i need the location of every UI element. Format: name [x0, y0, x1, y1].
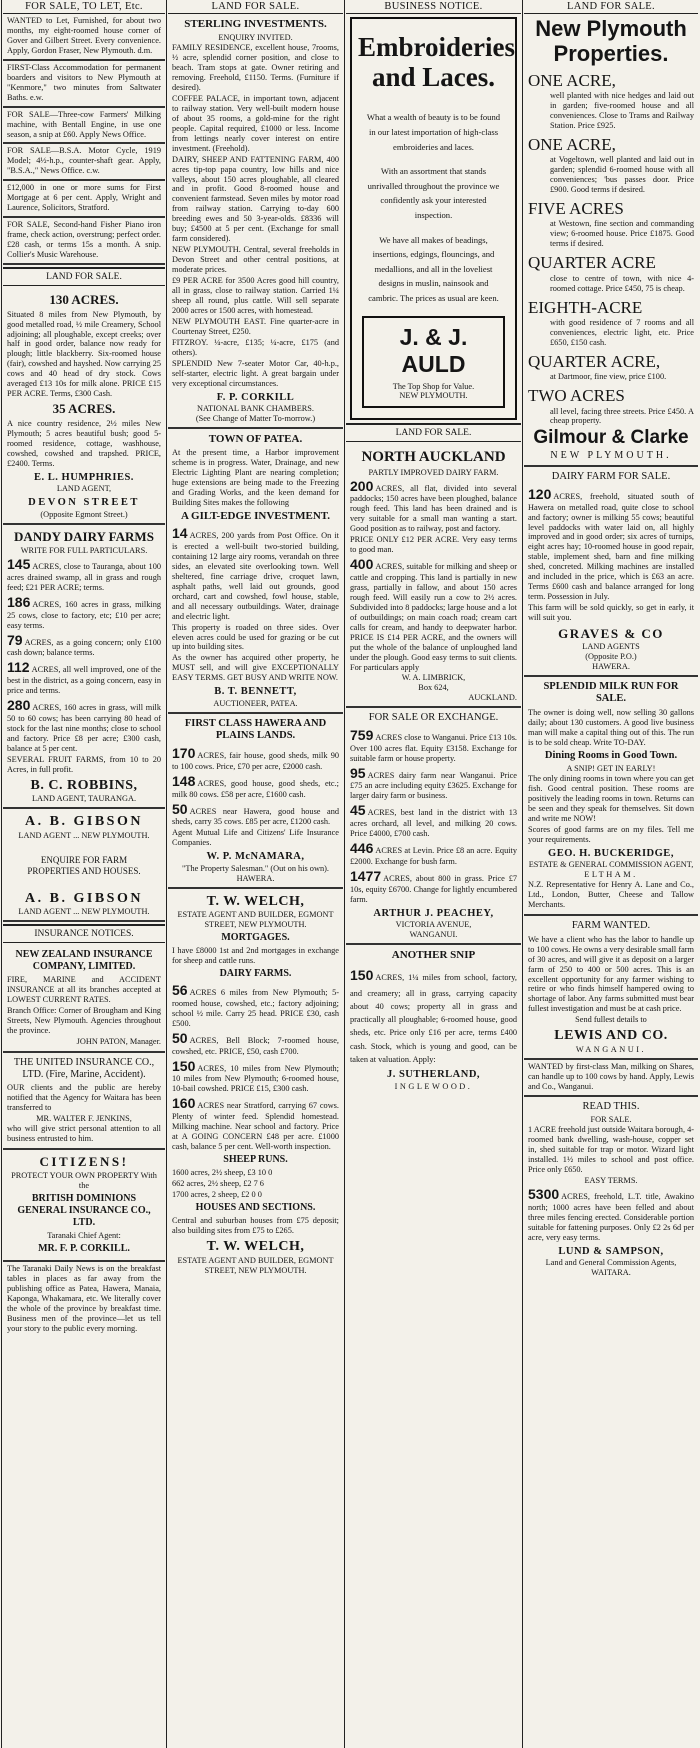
agent-name: A. B. GIBSON	[25, 814, 143, 830]
agent-name: GEO. H. BUCKERIDGE,	[548, 847, 674, 859]
agent-role: Land and General Commission Agents,	[545, 1258, 677, 1268]
agent-street: DEVON STREET	[28, 497, 140, 509]
listing-text: ACRES, fair house, good sheds, milk 90 to 100 cows. Price, £70 per acre, £2000 cash.	[172, 751, 339, 771]
sheep-row: 1700 acres, 2 sheep, £2 0 0	[172, 1189, 262, 1199]
agent-name: LUND & SAMPSON,	[558, 1245, 664, 1257]
property-text: close to centre of town, with nice 4-roomed cottage. Price £450, 75 is cheap.	[550, 273, 694, 293]
agent-role: LAND AGENTS	[582, 641, 640, 651]
column-rule	[344, 0, 345, 1748]
section-head: LAND FOR SALE.	[3, 267, 165, 286]
agent-name: MR. F. P. CORKILL.	[38, 1243, 130, 1255]
listing-text: ACRES, 10 miles from New Plymouth; 10 miles from New Plymouth; 6-roomed house, 10-bail cowshed. PRICE £15, £300 cash.	[172, 1063, 339, 1094]
listing-text: ACRES, as a going concern; only £100 cash down; balance terms.	[7, 637, 161, 658]
ad-body: We have a client who has the labor to handle up to 100 cows. He owns a very desirable small farm of 30 acres, and will give it as deposit on a larger farm of 250 to 400 or 500 acres. This is an excellent opportunity for any farmer wishing to retire or who finds himself hampered owing to shortage of labor. Any farms submitted must bear fullest investigation and must be at cash price.	[528, 934, 694, 1014]
listing-text: NEW PLYMOUTH EAST. Fine quarter-acre in Courtenay Street, £250.	[172, 316, 339, 336]
ad-heading: New Plymouth Properties.	[535, 16, 687, 67]
ad-body: 1 ACRE freehold just outside Waitara borough, 4-roomed bank dwelling, wash-house, copper set in, shed suitable for trap or motor. Wizard light installed. 1½ miles to school and post office. Price only £650.	[528, 1125, 695, 1175]
listing-text: DAIRY, SHEEP AND FATTENING FARM, 400 acres tip-top papa country, low hills and nice valleys, about 150 acres ploughable, all cleared and in profit. Good 8-roomed house and convenient farmstead. Seven miles by motor road from railway station. Carrying to-day 600 breeding ewes and 50 3-year-olds. £8336 will buy; £4500 at 5 per cent. (Exchange for small farm considered).	[172, 154, 339, 244]
ad-heading: 130 ACRES.	[49, 292, 119, 308]
acreage: 150	[350, 967, 374, 984]
ad-subheading: EASY TERMS.	[584, 1176, 638, 1186]
listing-text: ACRES, 1¼ miles from school, factory, and creamery; all in grass, carrying capacity about 40 cows; property all in grass and practically all ploughable; 6-roomed house, good sheds, etc. Price only £16 per acre, terms £400 cash. Stock, which is young and good, can be taken at valuation. Apply:	[350, 973, 517, 1064]
agent-role: ESTATE & GENERAL COMMISSION AGENT,	[528, 860, 694, 870]
listing-text: ACRES, about 800 in grass. Price £7 10s, equity £6700. Change for lightly encumbered farm.	[350, 873, 517, 904]
ad-body: who will give strict personal attention to all business entrusted to him.	[7, 1123, 161, 1143]
agent-town: ELTHAM.	[584, 870, 638, 880]
ad-another-snip	[346, 945, 521, 1095]
ad-body: As the owner has acquired other property, he MUST sell, and will give EXCEPTIONALLY EASY TERMS. GET BUSY AND WRITE NOW.	[172, 653, 339, 683]
property-text: with good residence of 7 rooms and all conveniences, electric light, etc. Price £650, £150 cash.	[550, 317, 694, 347]
classified-ad: WANTED to Let, Furnished, for about two months, my eight-roomed house corner of Gover and Gilbert Street. Every convenience. Apply, Gordon Fraser, New Plymouth. d.m.	[3, 14, 165, 61]
listing-text: ACRES close to Wanganui. Price £13 10s. Over 100 acres flat. Equity £3158. Exchange for suitable farm or house property.	[350, 732, 517, 763]
agent-role: LAND AGENT ... NEW PLYMOUTH.	[18, 831, 150, 841]
ad-body: Send fullest details to	[575, 1015, 647, 1025]
classified-ad: £12,000 in one or more sums for First Mortgage at 6 per cent. Apply, Wright and Laurence, Solicitors, Stratford.	[3, 181, 165, 218]
agent-name: E. L. HUMPHRIES.	[34, 471, 134, 483]
agent-address: ESTATE AGENT AND BUILDER, EGMONT STREET, NEW PLYMOUTH.	[177, 910, 334, 930]
agent-note: (See Change of Matter To-morrow.)	[195, 414, 316, 424]
ad-body: OUR clients and the public are hereby notified that the Agency for Waitara has been transferred to	[7, 1083, 161, 1112]
acreage: 95	[350, 764, 366, 781]
column-rule	[522, 0, 523, 1748]
shop-name: J. & J. AULD	[399, 323, 468, 377]
listing-text: SEVERAL FRUIT FARMS, from 10 to 20 Acres, in full profit.	[7, 754, 161, 774]
agent-address: VICTORIA AVENUE,	[395, 920, 472, 930]
property-heading: ONE ACRE,	[528, 134, 616, 154]
agent-role: LAND AGENT, TAURANGA.	[31, 794, 137, 804]
listing-text: ACRES, close to Tauranga, about 100 acres drained swamp, all in grass and rough feed; £21 PER ACRE; terms.	[7, 562, 161, 592]
ad-body: Agent Mutual Life and Citizens' Life Insurance Companies.	[172, 828, 339, 848]
classified-ad: FOR SALE—B.S.A. Motor Cycle, 1919 Model; 4½-h.p., counter-shaft gear. Apply, "B.S.A.," News Office. c.w.	[3, 144, 165, 181]
agent-role: LAND AGENT,	[56, 484, 112, 494]
ad-heading: DANDY DAIRY FARMS	[14, 528, 154, 544]
ad-body: FIRE, MARINE and ACCIDENT INSURANCE at all its branches accepted at LOWEST CURRENT RATES.	[7, 975, 161, 1005]
company-name: BRITISH DOMINIONS GENERAL INSURANCE CO., LTD.	[17, 1193, 151, 1229]
property-text: well planted with nice hedges and laid out in garden; five-roomed house and all conveniences. Close to Trams and Railway Station. Price £925.	[550, 90, 694, 130]
section-head: LAND FOR SALE.	[346, 423, 521, 442]
ad-heading: HOUSES AND SECTIONS.	[195, 1201, 316, 1213]
listing-text: ACRES, 200 yards from Post Office. On it is erected a well-built two-storied building, containing 12 large airy rooms, verandah on three sides, an elevated site overlooking town. Well sheltered, fine carriage drive, croquet lawn, asphalt paths, well laid out grounds, good orchard, cart and cowshed, fowl house, stable, and all necessary outbuildings. Water, drainage and electric light.	[172, 531, 339, 621]
acreage: 200	[350, 477, 374, 494]
ad-body: This farm will be sold quickly, so get in early, it will suit you.	[528, 603, 694, 623]
agent-name: GRAVES & CO	[558, 626, 664, 642]
shop-town: NEW PLYMOUTH.	[399, 390, 468, 400]
agent-address: ESTATE AGENT AND BUILDER, EGMONT STREET, NEW PLYMOUTH.	[177, 1255, 334, 1275]
ad-united-insurance	[3, 1053, 165, 1150]
sheep-row: 662 acres, 2½ sheep, £2 7 6	[172, 1178, 264, 1188]
ad-subheading: ENQUIRY INVITED.	[218, 33, 293, 43]
ad-heading: SHEEP RUNS.	[223, 1154, 288, 1165]
acreage: 280	[7, 697, 31, 714]
agent-name: MR. WALTER F. JENKINS,	[36, 1113, 132, 1123]
ad-body: The only dining rooms in town where you can get fish. Good central position. These rooms are positively the leading rooms in town. Returns can be seen and they speak for themselves. Sit down and write me NOW!	[528, 774, 694, 823]
ad-heading: FOR SALE OR EXCHANGE.	[368, 712, 499, 724]
column-1	[3, 0, 165, 1748]
listing-text: ACRES, freehold, situated south of Hawera on metalled road, quite close to school and factory; owner is milking 55 cows; beautiful level paddocks with water laid on, all highly improved and in good order; six acres of turnips, eight acres hay; 10-roomed house in good repair, stable, implement shed, barn and fine milking shed, concreted. Milking machines are installed and included in the price, which is £63 an acre. Terms £600 cash and balance arranged for long term. Possession in July.	[528, 491, 694, 602]
acreage: 112	[7, 659, 30, 676]
ad-british-dominions	[3, 1150, 165, 1262]
listing-text: ACRES, 160 acres in grass, milking 25 cows, close to factory, etc; £10 per acre; easy terms.	[7, 599, 161, 630]
classified-ad: FIRST-Class Accommodation for permanent boarders and visitors to New Plymouth at "Kenmore," two minutes from Saltwater Baths. e.w.	[3, 61, 165, 108]
ad-body: We have all makes of beadings, insertions, edgings, flouncings, and medallions, and all in the loveliest designs in muslin, nainsook and cambric. The prices as usual are keen.	[368, 234, 499, 304]
ad-dairy-farm	[524, 467, 698, 676]
acreage: 170	[172, 745, 196, 762]
agent-town: NEW PLYMOUTH.	[550, 450, 672, 462]
ad-heading: Dining Rooms in Good Town.	[544, 749, 678, 761]
agent-name: A. B. GIBSON	[25, 890, 143, 906]
ad-signature: JOHN PATON, Manager.	[76, 1037, 161, 1047]
acreage: 759	[350, 726, 374, 743]
ad-body: N.Z. Representative for Henry A. Lane and Co., Ltd., London, Butter, Cheese and Tallow Merchants.	[528, 880, 694, 910]
property-heading: FIVE ACRES	[528, 199, 624, 218]
acreage: 5300	[528, 1186, 560, 1203]
agent-name: F. P. CORKILL	[216, 391, 295, 403]
property-text: at Westown, fine section and commanding view; 6-roomed house. Price £1875. Good terms if desired.	[550, 219, 694, 249]
ad-heading: FIRST CLASS HAWERA AND PLAINS LANDS.	[184, 717, 327, 742]
listing-text: ACRES near Stratford, carrying 67 cows. Plenty of winter feed. Splendid homestead. Milking machine. Near school and factory. Price at A GOING CONCERN £48 per acre. £1000 cash, balance 5 per cent. Well-worth inspection.	[172, 1101, 339, 1152]
agent-name: Gilmour & Clarke	[533, 427, 689, 449]
agent-town: HAWERA.	[236, 873, 275, 883]
listing-text: £9 PER ACRE for 3500 Acres good hill country, all in grass, close to railway station. Carried 1¼ sheep all round, plus cattle. Will sell separate 2000 acres or 1500 acres, with homestead.	[172, 276, 339, 315]
ad-dandy-dairy	[3, 525, 165, 810]
acreage: 160	[172, 1095, 196, 1112]
ad-body: A nice country residence, 2½ miles New Plymouth; 5 acres beautiful bush; good 5-roomed residence, cottage, washhouse, cowshed, cowshed and trapshed. PRICE, £2400. Terms.	[7, 418, 161, 468]
ad-heading: DAIRY FARMS.	[219, 968, 292, 980]
acreage: 150	[172, 1057, 196, 1074]
ad-body: PRICE ONLY £12 PER ACRE. Very easy terms to good man.	[350, 535, 517, 555]
agent-name: W. P. McNAMARA,	[206, 851, 305, 863]
property-heading: EIGHTH-ACRE	[528, 297, 643, 317]
acreage: 120	[528, 485, 552, 502]
agent-town: WANGANUI.	[575, 1045, 647, 1055]
ad-heading: THE UNITED INSURANCE CO., LTD. (Fire, Marine, Accident).	[13, 1057, 155, 1081]
acreage: 50	[172, 800, 188, 817]
agent-town: WAITARA.	[591, 1268, 631, 1278]
listing-text: ACRES 6 miles from New Plymouth; 5-roomed house, cowshed, etc.; factory adjoining; school ½ mile. Carry 25 head. PRICE £30, cash £500.	[172, 988, 339, 1028]
listing-text: ACRES, good house, good sheds, etc.; milk 80 cows. £58 per acre, £1600 cash.	[172, 778, 339, 799]
ad-patea	[168, 429, 343, 714]
shop-slogan: The Top Shop for Value.	[392, 381, 475, 391]
section-head: INSURANCE NOTICES.	[3, 924, 165, 943]
acreage: 1477	[350, 867, 382, 884]
acreage: 45	[350, 802, 366, 819]
column-4	[524, 0, 698, 1748]
listing-text: ACRES at Levin. Price £8 an acre. Equity £2000. Exchange for bush farm.	[350, 846, 517, 866]
ad-body: Situated 8 miles from New Plymouth, by good metalled road, ½ mile Creamery, School adjoining; all ploughable, except creeks; over half in good order, balance now ready for plough; little blackberry. Six-roomed house (fair), cowshed and hayshed. Now carrying 25 cows and 40 head of dry stock. Cows averaged £13 10s for milk alone. PRICE £15 PER ACRE. Terms, £300 Cash.	[7, 309, 161, 399]
ad-subheading: WRITE FOR FULL PARTICULARS.	[20, 546, 148, 556]
ad-body: This property is roaded on three sides. Over eleven acres could be used for grazing or be cut up into building sites.	[172, 622, 339, 652]
ad-heading: 35 ACRES.	[52, 401, 116, 417]
ad-heading: SPLENDID MILK RUN FOR SALE.	[543, 680, 679, 705]
ad-body: Central and suburban houses from £75 deposit; also building sites from £75 to £265.	[172, 1215, 339, 1235]
ad-body: ENQUIRE FOR FARM PROPERTIES AND HOUSES.	[27, 855, 141, 876]
acreage: 14	[172, 525, 188, 542]
ad-heading: ANOTHER SNIP	[391, 949, 476, 961]
ad-north-auckland	[346, 444, 521, 709]
ad-heading: MORTGAGES.	[221, 932, 290, 944]
agent-town: HAWERA.	[592, 661, 630, 671]
acreage: 186	[7, 593, 31, 610]
ad-lewis-wanted: WANTED by first-class Man, milking on Shares, can handle up to 100 cows by hand. Apply, Lewis and Co., Wanganui.	[524, 1060, 698, 1097]
ad-heading: A GILT-EDGE INVESTMENT.	[180, 509, 331, 522]
ad-nz-insurance	[3, 945, 165, 1053]
agent-name: B. C. ROBBINS,	[30, 777, 138, 793]
column-rule	[166, 0, 167, 1748]
ad-heading: CITIZENS!	[39, 1153, 129, 1169]
agent-name: T. W. WELCH,	[206, 1238, 305, 1254]
agent-name: B. T. BENNETT,	[214, 686, 297, 698]
acreage: 145	[7, 556, 31, 573]
property-heading: ONE ACRE,	[528, 70, 616, 90]
agent-address: NATIONAL BANK CHAMBERS.	[196, 404, 314, 414]
agent-slogan: "The Property Salesman." (Out on his own).	[182, 863, 329, 873]
sheep-row: 1600 acres, 2½ sheep, £3 10 0	[172, 1168, 273, 1177]
listing-text: ACRES, suitable for milking and sheep or cattle and cropping. This land is partially in new grass, partially in fallow, and about 150 acres rough feed. Will easily run a cow to 2½ acres. Subdivided into 8 paddocks; large house and a lot of outbuildings; on main coach road; cream cart calls for cream, and handy to deepwater harbor. PRICE IS £14 PER ACRE, and the owners will put the whole of the balance of unploughed land under the plough. Good easy terms to suit clients. For particulars apply	[350, 562, 517, 672]
agent-role: LAND AGENT ... NEW PLYMOUTH.	[18, 907, 150, 917]
agent-role: Taranaki Chief Agent:	[47, 1231, 121, 1241]
ad-hawera-lands	[168, 714, 343, 889]
listing-text: FITZROY. ¼-acre, £135; ¼-acre, £175 (and others).	[172, 337, 339, 357]
column-head: LAND FOR SALE.	[524, 0, 698, 14]
ad-welch	[168, 889, 343, 1279]
acreage: 56	[172, 982, 188, 999]
listing-text: ACRES, freehold, L.T. title, Awakino north; 1000 acres have been felled and about three miles fencing erected. Considerable portion suitable for fattening purposes. Only £2 2s 6d per acre, very easy terms.	[528, 1192, 694, 1242]
ad-heading: NORTH AUCKLAND	[361, 448, 506, 465]
ad-heading: Embroideries and Laces.	[358, 32, 515, 92]
ad-heading: STERLING INVESTMENTS.	[184, 18, 327, 30]
ad-subheading: FOR SALE.	[590, 1115, 632, 1125]
ad-farm-wanted	[524, 916, 698, 1060]
ad-subheading: PROTECT YOUR OWN PROPERTY With the	[11, 1171, 157, 1191]
agent-town: INGLEWOOD.	[394, 1081, 473, 1091]
column-head: FOR SALE, TO LET, Etc.	[3, 0, 165, 14]
agent-town: WANGANUI.	[409, 930, 458, 940]
agent-address: (Opposite Egmont Street.)	[40, 509, 128, 519]
agent-name: W. A. LIMBRICK,	[401, 673, 466, 683]
ad-body: Scores of good farms are on my files. Tell me your requirements.	[528, 824, 694, 844]
listing-text: FAMILY RESIDENCE, excellent house, 7rooms, ½ acre, splendid corner position, and close to beach. Tram stops at gate. Owner retiring and removing. Freehold, £1150. Terms. (Furniture if desired).	[172, 43, 339, 92]
acreage: 400	[350, 556, 374, 573]
ad-gibson	[3, 809, 165, 922]
listing-text: ACRES, all flat, divided into several paddocks; 150 acres have been ploughed, balance rough feed. This land has been drained and is very suitable for a small man wanting a start. Good position as to railway, post and factory.	[350, 483, 517, 534]
listing-text: NEW PLYMOUTH. Central, several freeholds in Devon Street and other central positions, at moderate prices.	[172, 245, 339, 275]
acreage: 79	[7, 631, 23, 648]
listing-text: ACRES, best land in the district with 13 acres orchard, all level, and milking 20 cows. Price £4000, £700 cash.	[350, 808, 517, 839]
listing-text: ACRES, 160 acres in grass, will milk 50 to 60 cows; has been carrying 80 head of stock for the last nine months; close to school and factory. Price £8 per acre; £300 cash, balance at 5 per cent.	[7, 703, 161, 753]
ad-heading: NEW ZEALAND INSURANCE COMPANY, LIMITED.	[15, 949, 153, 973]
ad-embroideries	[350, 17, 517, 420]
ad-heading: FARM WANTED.	[571, 920, 651, 932]
ad-sterling	[168, 14, 343, 429]
ad-body: What a wealth of beauty is to be found in our latest importation of high-class embroideries and laces.	[366, 112, 501, 152]
property-text: all level, facing three streets. Price £450. A cheap property.	[550, 406, 694, 426]
column-rule	[1, 0, 2, 1748]
column-3	[346, 0, 521, 1748]
ad-daily-news: The Taranaki Daily News is on the breakfast tables in places as far away from the publishing office as Patea, Hawera, Manaia, Kaponga, Whakamara, etc. We literally cover the whole of the province by breakfast time. Business men of the province—let us tell your story to the public every morning.	[7, 1264, 161, 1333]
agent-name: J. SUTHERLAND,	[386, 1069, 481, 1081]
ad-heading: READ THIS.	[582, 1100, 640, 1112]
property-heading: TWO ACRES	[528, 386, 625, 406]
ad-subheading: PARTLY IMPROVED DAIRY FARM.	[368, 467, 499, 477]
agent-box: Box 624,	[418, 683, 449, 693]
ad-read-this	[524, 1097, 698, 1281]
acreage: 446	[350, 840, 374, 857]
ad-heading: TOWN OF PATEA.	[208, 433, 303, 446]
column-2	[168, 0, 343, 1748]
column-head: BUSINESS NOTICE.	[346, 0, 521, 14]
listing-text: ACRES, Bell Block; 7-roomed house, cowshed, etc. PRICE, £50, cash £700.	[172, 1035, 339, 1056]
ad-exchange	[346, 708, 521, 945]
classified-ad: FOR SALE, Second-hand Fisher Piano iron frame, check action, overstrung; perfect order. £28 cash, or terms 15s a month. A snip. Collier's Music Warehouse.	[3, 218, 165, 265]
ad-heading: DAIRY FARM FOR SALE.	[551, 471, 671, 483]
agent-address: (Opposite P.O.)	[585, 651, 637, 661]
ad-body: I have £8000 1st and 2nd mortgages in exchange for sheep and cattle runs.	[172, 946, 339, 966]
agent-name: LEWIS AND CO.	[554, 1028, 668, 1044]
listing-text: COFFEE PALACE, in important town, adjacent to railway station. Very well-built modern house of about 35 rooms, a gold-mine for the right people. Capital required, £1000 or less. Income from lettings nearly cover interest on entire investment. (Freehold).	[172, 93, 339, 153]
classified-ad: FOR SALE—Three-cow Farmers' Milking machine, with Bentall Engine, in use one season, a snip at £60. Apply News Office.	[3, 108, 165, 145]
agent-name: ARTHUR J. PEACHEY,	[373, 907, 494, 919]
agent-name: T. W. WELCH,	[206, 893, 305, 909]
listing-text: SPLENDID New 7-seater Motor Car, 40-h.p., self-starter, electric light. A great bargain under very exceptional circumstances.	[172, 358, 339, 388]
ad-buckeridge	[524, 677, 698, 917]
property-text: at Dartmoor, fine view, price £100.	[550, 372, 667, 382]
property-heading: QUARTER ACRE,	[528, 351, 661, 371]
acreage: 148	[172, 772, 196, 789]
ad-body: At the present time, a Harbor improvement scheme is in progress. Water, Drainage, and new Electric Lighting Plant are nearing completion; huge extensions are being made to the Freezing and Grading Works, and the keen demand for Building Sites makes the following	[172, 448, 339, 507]
ad-body: Branch Office: Corner of Brougham and King Streets, New Plymouth. Agencies throughout the province.	[7, 1006, 161, 1036]
ad-body: With an assortment that stands unrivalled throughout the province we confidently ask your interested inspection.	[367, 166, 500, 221]
ad-subheading: A SNIP! GET IN EARLY!	[566, 764, 656, 774]
agent-town: AUCKLAND.	[468, 693, 517, 703]
property-heading: QUARTER ACRE	[528, 253, 656, 273]
acreage: 50	[172, 1029, 188, 1046]
column-head: LAND FOR SALE.	[168, 0, 343, 14]
listing-text: ACRES dairy farm near Wanganui. Price £75 an acre including equity £3625. Exchange for larger dairy farm or business.	[350, 770, 517, 801]
auld-logo-box	[362, 316, 505, 408]
ad-gilmour-clarke	[524, 14, 698, 467]
listing-text: ACRES, all well improved, one of the best in the district, as a going concern, easy in price and terms.	[7, 665, 161, 696]
ad-130-acres	[3, 288, 165, 525]
property-text: at Vogeltown, well planted and laid out in garden; splendid 6-roomed house with all conveniences; 'bus passes door. Price £900. Good terms if desired.	[550, 155, 694, 195]
listing-text: ACRES near Hawera, good house and sheds, carry 35 cows. £85 per acre, £1200 cash.	[172, 806, 339, 827]
agent-role: AUCTIONEER, PATEA.	[213, 698, 298, 708]
ad-body: The owner is doing well, now selling 30 gallons daily; about 130 customers. A good live business man will make a capital thing out of this. The run is to be sold cheap. Write TO-DAY.	[528, 707, 694, 747]
